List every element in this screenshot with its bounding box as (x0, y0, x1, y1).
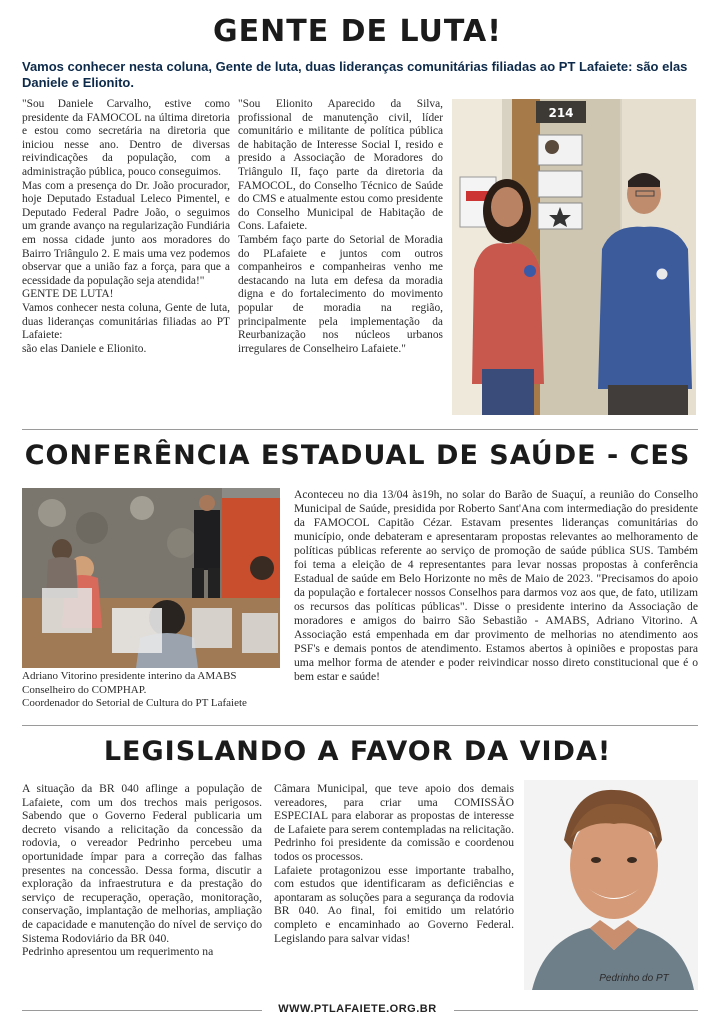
paragraph: Mas com a presença do Dr. João procurador, hoje Deputado Estadual Leleco Pimentel, e Deputado Federal Padre João, o seguimos um grande avanço na regularização Fundiária em nossa cidade junto aos moradores do Bairro Triângulo 2. E mais uma vez podemos observar que a união faz a força, para que a ecessidade da população seja atendida!" (22, 179, 230, 287)
photo-pedrinho (524, 780, 698, 990)
meeting-illustration (22, 488, 280, 668)
paragraph: Aconteceu no dia 13/04 às19h, no solar do Barão de Suaçuí, a reunião do Conselho Municipal de Saúde, presidida por Roberto Sant'Ana com intermediação do presidente da FAMOCOL Capitão Cézar. Estavam presentes lideranças comunitárias do município, onde debateram e apresentaram propostas relevantes ao melhoramento de políticas públicas referente ao serviço de promoção de saúde pública SUS. Também foi tema a eleição de 4 representantes para levar nossas propostas à conferência Estadual de saúde em Belo Horizonte no mês de Maio de 2023. "Precisamos do apoio da população e fortalecer nossos Conselhos para darmos voz aos que, de fato, utilizam os recursos das políticas públicas". Disse o presidente interino da Associação de moradores e amigos do bairro São Sebastião - AMABS, Adriano Vitorino. A Associação está empenhada em dar provimento de melhorias no atendimento aos PSF's e demais pontos de atendimento. Estamos abertos à opiniões e propostas para uma melhor forma de atender e poder reivindicar nosso direto constitucional que é o bem estar e saúde! (294, 488, 698, 683)
paragraph: "Sou Elionito Aparecido da Silva, profissional de manutenção civil, líder comunitário e militante de política pública de habitação de Interesse Social I, resido e presido a Associação de Moradores do Triângulo II, faço parte da diretoria da FAMOCOL, do Conselho Técnico de Saúde do CMS e atualmente estou como presidente do Conselho Municipal de Habitação de Cons. Lafaiete. (238, 98, 443, 233)
paragraph: Vamos conhecer nesta coluna, Gente de luta, duas lideranças comunitárias filiadas ao PT Lafaiete: (22, 301, 230, 342)
section1-column-1 (22, 98, 230, 356)
pedrinho-caption: Pedrinho do PT (599, 973, 669, 984)
headline-legislando: LEGISLANDO A FAVOR DA VIDA! (103, 736, 612, 767)
paragraph: GENTE DE LUTA! (22, 288, 114, 301)
meeting-caption (22, 670, 284, 711)
section3-column-2 (274, 782, 514, 945)
photo-illustration (452, 99, 696, 415)
paragraph: A situação da BR 040 aflinge a população de Lafaiete, com um dos trechos mais perigosos. Sabendo que o Governo Federal publicaria um decreto visando a relicitação da concessão da rodovia, o vereador Pedrinho percebeu uma oportunidade ímpar para a correção das falhas presentes na concessão. Dessa forma, discutir a exploração da infraestrutura e da prestação do serviço de recuperação, operação, monitoração, conservação, implantação de melhorias, ampliação de capacidade e manutenção do nível de serviço do Sistema Rodoviário da BR 040. (22, 782, 262, 945)
divider (22, 429, 698, 430)
paragraph: Lafaiete protagonizou esse importante trabalho, com estudos que identificaram as deficiências e apontaram as soluções para a segurança da rodovia BR 040. Ao final, foi emitido um relatório completo e encaminhado ao Governo Federal. Legislando para salvar vidas! (274, 863, 514, 945)
photo-meeting (22, 488, 280, 668)
caption-line: Adriano Vitorino presidente interino da AMABS (22, 670, 237, 682)
section2-body (294, 488, 698, 684)
paragraph: Também faço parte do Setorial de Moradia do PLafaiete e juntos com outros companheiros e companheiras venho me destacando na luta em defesa da moradia digna e do fortalecimento do movimento popular de moradia na região, principalmente pela implementação da Reurbanização nos núcleos urbanos irregulares de Conselheiro Lafaiete." (238, 233, 443, 355)
photo-daniele-elionito (452, 99, 696, 415)
paragraph: Pedrinho apresentou um requerimento na (22, 945, 214, 959)
section1-column-2 (238, 98, 443, 356)
paragraph: Câmara Municipal, que teve apoio dos demais vereadores, para criar uma COMISSÃO ESPECIAL para elaborar as propostas de interesse de Lafaiete para serem contempladas na relicitação. Pedrinho foi presidente da comissão e coordenou todos os processos. (274, 782, 514, 863)
headline-conferencia: CONFERÊNCIA ESTADUAL DE SAÚDE - CES (24, 440, 691, 471)
portrait-illustration (524, 780, 698, 990)
footer-url[interactable]: WWW.PTLAFAIETE.ORG.BR (278, 1003, 437, 1015)
caption-line: Coordenador do Setorial de Cultura do PT Lafaiete (22, 697, 247, 709)
paragraph: "Sou Daniele Carvalho, estive como presidente da FAMOCOL na última diretoria e estou como secretária na diretoria que iniciou nesse ano. Dentro de diversas reivindicações da população, com a administração pública, pouco conseguimos. (22, 98, 230, 178)
footer-rule-right (454, 1010, 698, 1011)
section3-column-1 (22, 782, 262, 959)
headline-gente-de-luta: GENTE DE LUTA! (213, 14, 502, 49)
paragraph: são elas Daniele e Elionito. (22, 342, 147, 355)
section1-subtitle: Vamos conhecer nesta coluna, Gente de luta, duas lideranças comunitárias filiadas ao PT Lafaiete: são elas Daniele e Elionito. (22, 59, 688, 90)
divider (22, 725, 698, 726)
door-number: 214 (548, 106, 574, 120)
caption-line: Conselheiro do COMPHAP. (22, 683, 147, 696)
